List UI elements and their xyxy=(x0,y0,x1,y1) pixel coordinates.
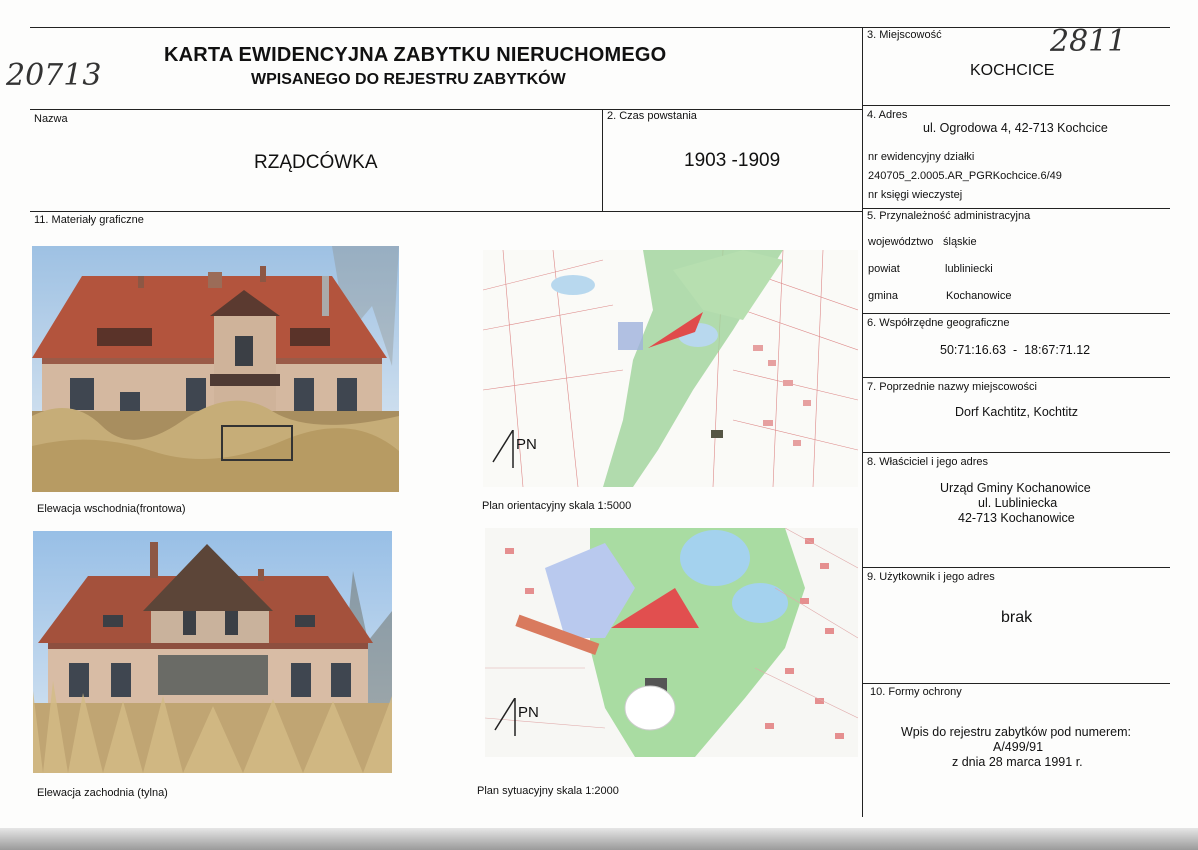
period-divider xyxy=(602,109,603,211)
north-arrow-map1 xyxy=(489,430,545,470)
address-label: 4. Adres xyxy=(867,109,908,121)
commune-label: gmina xyxy=(868,290,898,302)
name-row-bottom-line xyxy=(30,211,862,212)
protection-line1: Wpis do rejestru zabytków pod numerem: xyxy=(901,725,1131,739)
owner-line1: Urząd Gminy Kochanowice xyxy=(940,481,1091,495)
graphics-label: 11. Materiały graficzne xyxy=(34,214,144,226)
user-value: brak xyxy=(1001,609,1033,626)
parcel-label: nr ewidencyjny działki xyxy=(868,151,975,163)
card-title: KARTA EWIDENCYJNA ZABYTKU NIERUCHOMEGO xyxy=(164,44,667,66)
right-line-4 xyxy=(862,377,1170,378)
right-line-1 xyxy=(862,105,1170,106)
card-subtitle: WPISANEGO DO REJESTRU ZABYTKÓW xyxy=(251,71,566,88)
voivodeship-label: województwo xyxy=(868,236,934,248)
former-names-value: Dorf Kachtitz, Kochtitz xyxy=(955,405,1078,419)
coords-value: 50:71:16.63 - 18:67:71.12 xyxy=(940,343,1091,357)
photo-east-caption: Elewacja wschodnia(frontowa) xyxy=(37,503,186,515)
right-line-7 xyxy=(862,683,1170,684)
locality-value: KOCHCICE xyxy=(970,62,1055,79)
parcel-value: 240705_2.0005.AR_PGRKochcice.6/49 xyxy=(868,170,1062,182)
photo-west-elevation xyxy=(33,531,392,773)
photo-east-elevation xyxy=(32,246,399,492)
header-bottom-line xyxy=(30,109,862,110)
owner-label: 8. Właściciel i jego adres xyxy=(867,456,989,468)
county-label: powiat xyxy=(868,263,900,275)
protection-label: 10. Formy ochrony xyxy=(870,686,962,698)
handwritten-number-right: 2811 xyxy=(1050,24,1127,59)
right-column-divider xyxy=(862,27,863,817)
name-value: RZĄDCÓWKA xyxy=(254,152,378,173)
owner-line3: 42-713 Kochanowice xyxy=(958,511,1075,525)
coords-label: 6. Współrzędne geograficzne xyxy=(867,317,1010,329)
handwritten-number-left: 20713 xyxy=(6,58,102,93)
admin-label: 5. Przynależność administracyjna xyxy=(867,210,1031,222)
north-label-map2: PN xyxy=(518,704,539,721)
protection-line2: A/499/91 xyxy=(993,740,1044,754)
right-line-2 xyxy=(862,208,1170,209)
period-label: 2. Czas powstania xyxy=(607,110,697,122)
voivodeship-value: śląskie xyxy=(943,236,977,248)
user-label: 9. Użytkownik i jego adres xyxy=(867,571,995,583)
land-register-label: nr księgi wieczystej xyxy=(868,189,963,201)
former-names-label: 7. Poprzednie nazwy miejscowości xyxy=(867,381,1037,393)
site-plan-caption: Plan sytuacyjny skala 1:2000 xyxy=(477,785,619,797)
owner-line2: ul. Lubliniecka xyxy=(978,496,1058,510)
site-plan-map xyxy=(485,528,858,757)
name-label: Nazwa xyxy=(34,113,68,125)
orientation-plan-caption: Plan orientacyjny skala 1:5000 xyxy=(482,500,632,512)
north-arrow-map2 xyxy=(491,698,547,738)
orientation-plan-map xyxy=(483,250,858,487)
right-line-3 xyxy=(862,313,1170,314)
commune-value: Kochanowice xyxy=(946,290,1012,302)
locality-label: 3. Miejscowość xyxy=(867,29,942,41)
north-label-map1: PN xyxy=(516,436,537,453)
scan-bottom-edge xyxy=(0,828,1198,850)
county-value: lubliniecki xyxy=(945,263,993,275)
right-line-6 xyxy=(862,567,1170,568)
right-line-5 xyxy=(862,452,1170,453)
protection-line3: z dnia 28 marca 1991 r. xyxy=(952,755,1083,769)
top-border-line xyxy=(30,27,1170,28)
address-value: ul. Ogrodowa 4, 42-713 Kochcice xyxy=(923,121,1108,135)
period-value: 1903 -1909 xyxy=(684,150,781,171)
photo-west-caption: Elewacja zachodnia (tylna) xyxy=(37,787,168,799)
